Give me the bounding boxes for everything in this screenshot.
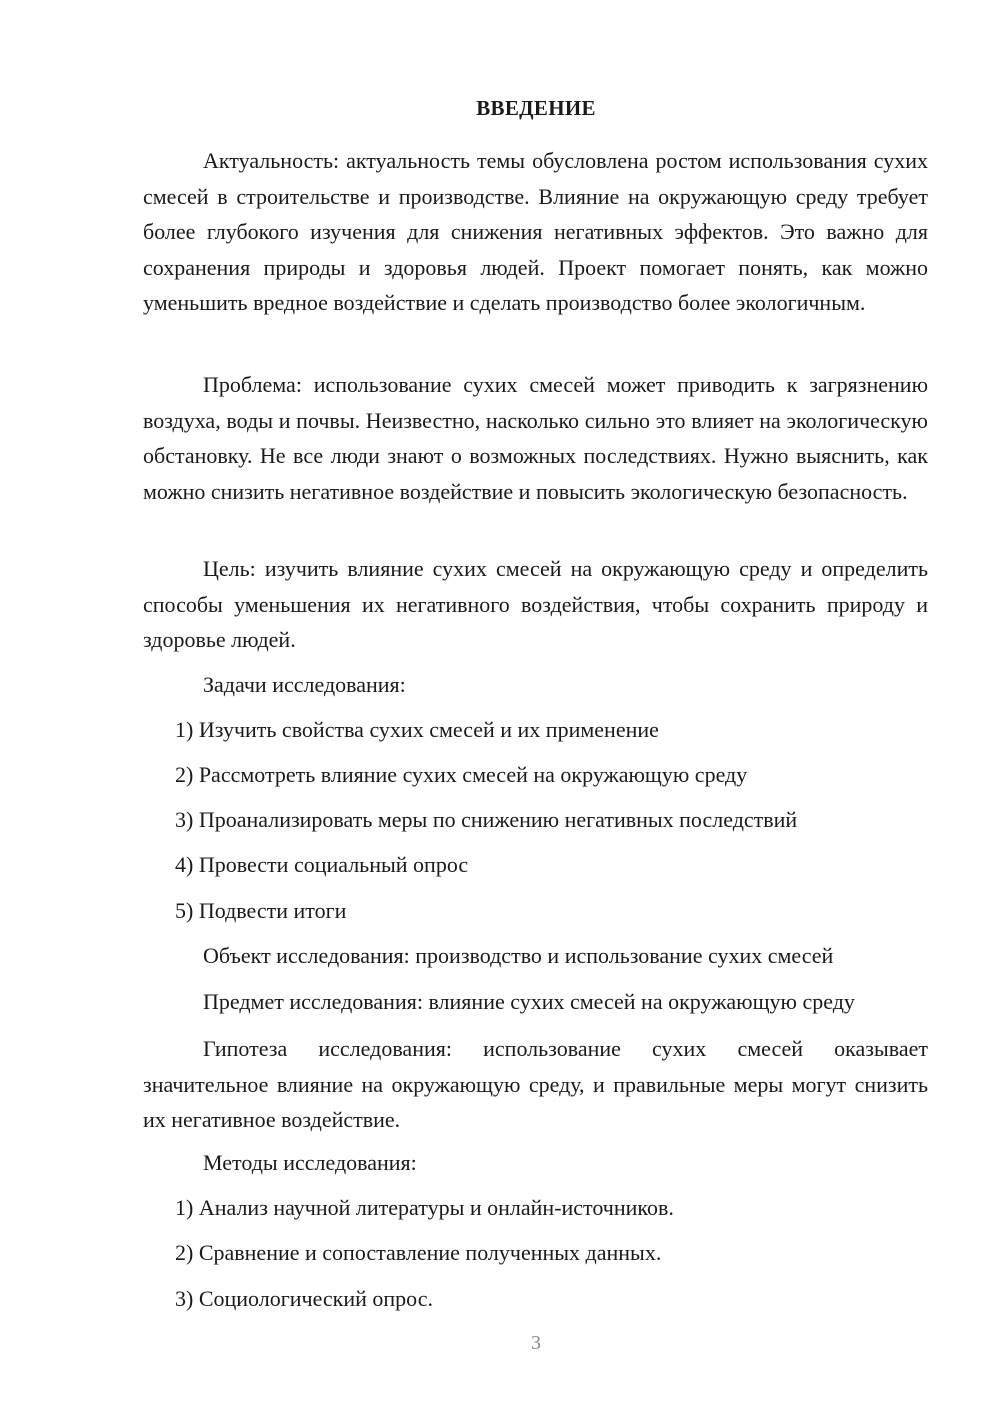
- hypothesis-paragraph: Гипотеза исследования: использование сухих смесей оказывает значительное влияние на окружающую среду, и правильные меры могут снизить их негативное воздействие.: [143, 1036, 928, 1132]
- method-item: 1) Анализ научной литературы и онлайн-источников.: [175, 1195, 674, 1220]
- methods-heading: Методы исследования:: [203, 1150, 417, 1175]
- task-item: 3) Проанализировать меры по снижению негативных последствий: [175, 807, 798, 832]
- subject-line: Предмет исследования: влияние сухих смесей на окружающую среду: [203, 989, 855, 1014]
- problem-paragraph: Проблема: использование сухих смесей может приводить к загрязнению воздуха, воды и почвы. Неизвестно, насколько сильно это влияет на экологическую обстановку. Не все люди знают о возможных последствиях. Нужно выяснить, как можно снизить негативное воздействие и повысить экологическую безопасность.: [143, 372, 928, 504]
- method-item: 2) Сравнение и сопоставление полученных данных.: [175, 1240, 662, 1265]
- relevance-paragraph: Актуальность: актуальность темы обусловлена ростом использования сухих смесей в строительстве и производстве. Влияние на окружающую среду требует более глубокого изучения для снижения негативных эффектов. Это важно для сохранения природы и здоровья людей. Проект помогает понять, как можно уменьшить вредное воздействие и сделать производство более экологичным.: [143, 148, 928, 315]
- object-line: Объект исследования: производство и использование сухих смесей: [203, 943, 834, 968]
- goal-paragraph: Цель: изучить влияние сухих смесей на окружающую среду и определить способы уменьшения их негативного воздействия, чтобы сохранить природу и здоровье людей.: [143, 556, 928, 652]
- task-item: 4) Провести социальный опрос: [175, 852, 469, 877]
- task-item: 1) Изучить свойства сухих смесей и их применение: [175, 717, 659, 742]
- method-item: 3) Социологический опрос.: [175, 1286, 433, 1311]
- tasks-heading: Задачи исследования:: [203, 672, 406, 697]
- page-number: 3: [531, 1332, 541, 1354]
- page-title: ВВЕДЕНИЕ: [476, 96, 596, 120]
- task-item: 5) Подвести итоги: [175, 898, 347, 923]
- task-item: 2) Рассмотреть влияние сухих смесей на окружающую среду: [175, 762, 748, 787]
